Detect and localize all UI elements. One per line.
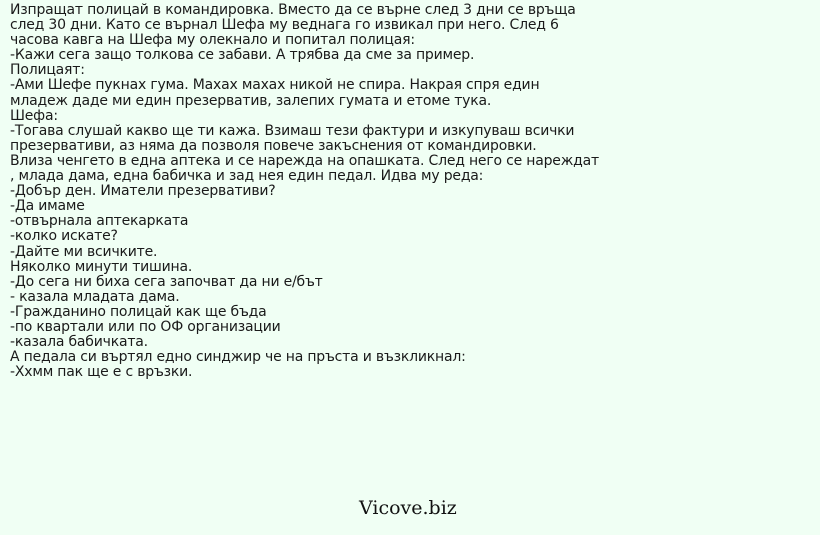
text-line: Влиза ченгето в една аптека и се нарежда на опашката. След него се нареждат [10,152,599,169]
text-line: -Ами Шефе пукнах гума. Махах махах никой не спира. Накрая спря един [10,77,540,94]
text-line: -До сега ни биха сега започват да ни е/бът [10,273,323,290]
text-line: -Кажи сега защо толкова се забави. А трябва да сме за пример. [10,47,475,64]
text-line: -Гражданино полицай как ще бъда [10,303,267,320]
text-line: Шефа: [10,107,58,124]
text-line: , млада дама, една бабичка и зад нея един педал. Идва му реда: [10,168,484,185]
text-line: презервативи, аз няма да позволя повече закъснения от командировки. [10,137,537,154]
text-line: -Ххмм пак ще е с връзки. [10,364,193,381]
text-line: младеж даде ми един презерватив, залепих гумата и етоме тука. [10,92,492,109]
text-line: -Добър ден. Иматели презервативи? [10,183,276,200]
text-line: А педала си въртял едно синджир че на пръста и възкликнал: [10,349,466,366]
text-line: - казала младата дама. [10,288,180,305]
text-line: Няколко минути тишина. [10,258,193,275]
text-line: -Тогава слушай какво ще ти кажа. Взимаш тези фактури и изкупуваш всички [10,122,575,139]
text-line: -казала бабичката. [10,334,148,351]
text-line: -по квартали или по ОФ организации [10,318,281,335]
text-line: -колко искате? [10,228,118,245]
text-line: след 30 дни. Като се върнал Шефа му веднага го извикал при него. След 6 [10,17,559,34]
text-line: -Да имаме [10,198,85,215]
text-line: -отвърнала аптекарката [10,213,189,230]
joke-text [10,2,599,381]
text-line: -Дайте ми всичките. [10,243,158,260]
text-line: Полицаят: [10,62,85,79]
text-line: часова кавга на Шефа му олекнало и попитал полицая: [10,32,415,49]
text-line: Изпращат полицай в командировка. Вместо да се върне след 3 дни се връща [10,2,576,18]
site-watermark: Vicove.biz [359,497,457,519]
